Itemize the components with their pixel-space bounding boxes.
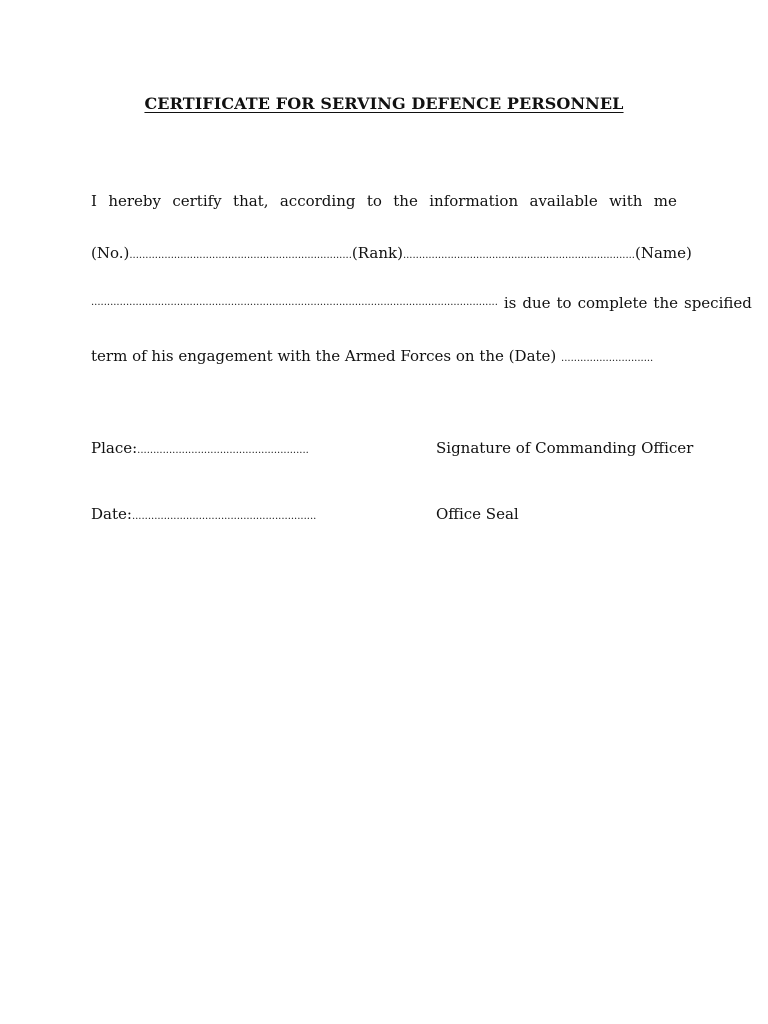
paragraph-line-4 <box>91 346 677 369</box>
place-label: Place: <box>91 439 138 457</box>
word: certify <box>172 192 222 210</box>
line-4-text: term of his engagement with the Armed Forces on the (Date) <box>91 347 557 365</box>
rank-blank: ......................................................................... <box>402 250 635 261</box>
word: to <box>366 192 382 210</box>
place-field <box>91 438 309 461</box>
word: information <box>429 192 519 210</box>
date-field-blank: .......................................................... <box>131 511 317 522</box>
rank-field <box>352 243 635 266</box>
line-3-text <box>504 293 752 313</box>
word: is <box>503 294 517 312</box>
word: that, <box>233 192 269 210</box>
office-seal-label: Office Seal <box>436 505 519 523</box>
word: to <box>556 294 572 312</box>
name-label: (Name) <box>634 244 692 262</box>
word: specified <box>684 294 752 312</box>
rank-label: (Rank) <box>351 244 403 262</box>
word: hereby <box>108 192 161 210</box>
word: complete <box>577 294 648 312</box>
word: the <box>393 192 418 210</box>
paragraph-line-1 <box>91 191 677 211</box>
number-label: (No.) <box>91 244 130 262</box>
word: due <box>522 294 551 312</box>
date-label: Date: <box>91 505 132 523</box>
page-title: CERTIFICATE FOR SERVING DEFENCE PERSONNEL <box>144 94 624 113</box>
number-blank: ...................................................................... <box>129 250 352 261</box>
word: with <box>609 192 643 210</box>
name-blank: ................................................................................................................................ <box>91 297 498 308</box>
signature-label: Signature of Commanding Officer <box>436 439 694 457</box>
word: I <box>91 192 97 210</box>
place-blank: ...................................................... <box>137 445 309 456</box>
word: the <box>653 294 678 312</box>
paragraph-line-2 <box>91 243 692 266</box>
word: according <box>279 192 356 210</box>
date-field <box>91 504 316 527</box>
paragraph-line-3 <box>91 293 752 313</box>
word: me <box>653 192 677 210</box>
date-blank: ............................. <box>561 353 654 364</box>
number-field <box>91 243 352 266</box>
word: available <box>529 192 598 210</box>
